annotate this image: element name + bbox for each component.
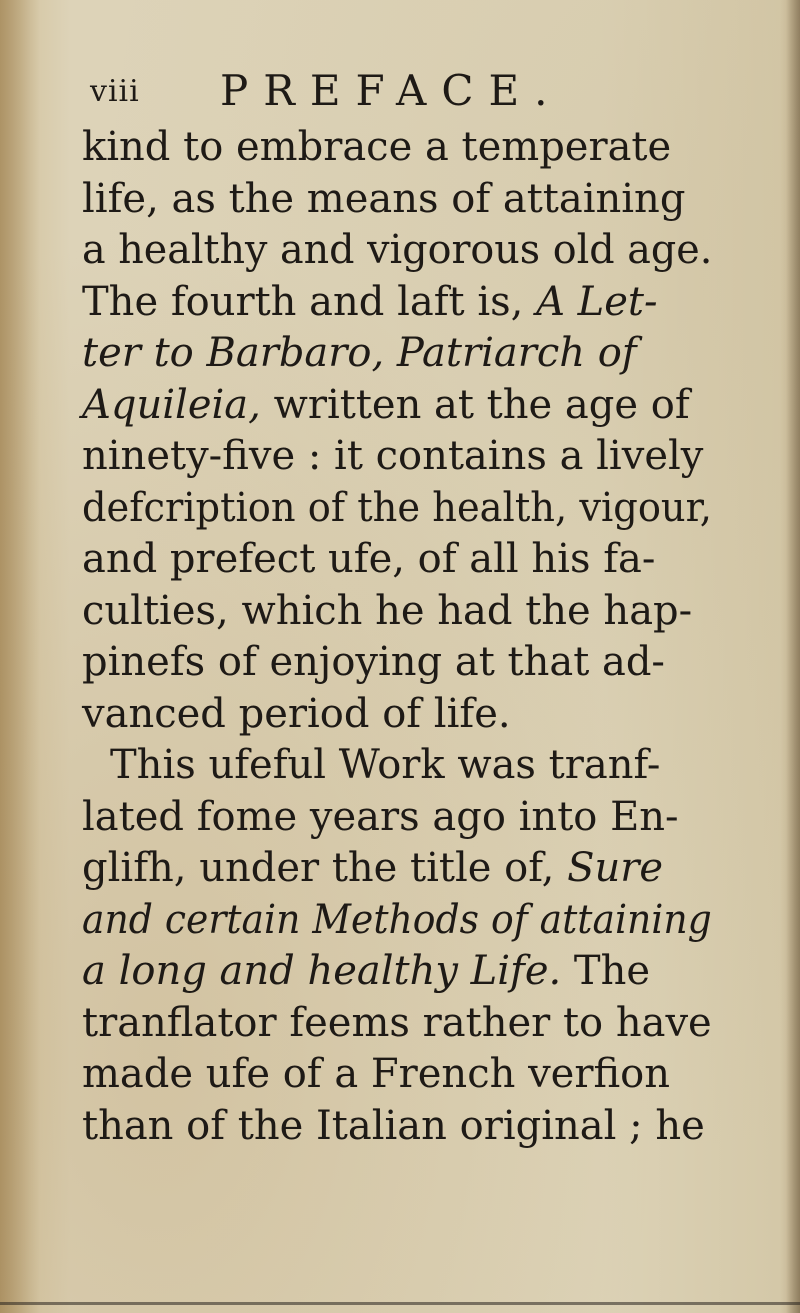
text-line <box>82 328 722 380</box>
text-span: ninety-five : it contains a lively <box>82 433 704 479</box>
text-line <box>82 843 722 895</box>
text-span: a healthy and vigorous old age. <box>82 227 713 273</box>
text-line <box>82 637 722 689</box>
text-line <box>82 483 712 535</box>
text-line <box>82 380 722 432</box>
page-header <box>90 66 710 116</box>
italic-title: A Let- <box>536 278 658 325</box>
text-line <box>82 277 722 329</box>
page-number: viii <box>90 74 140 109</box>
text-line <box>82 534 722 586</box>
text-line <box>82 895 712 947</box>
running-head: PREFACE. <box>220 66 563 115</box>
italic-title: ter to Barbaro, Patriarch of <box>82 330 637 376</box>
page-bottom-edge <box>0 1302 800 1305</box>
text-span: The <box>561 948 651 994</box>
text-line <box>82 431 722 483</box>
text-span: defcription of the health, vigour, <box>82 484 712 531</box>
text-span: This ufeful Work was tranf- <box>110 742 661 788</box>
text-span: glifh, under the title of, <box>82 845 568 891</box>
text-span: pinefs of enjoying at that ad- <box>82 639 665 685</box>
italic-title: Sure <box>567 845 664 891</box>
text-span: and prefect ufe, of all his fa- <box>82 536 656 582</box>
text-line <box>82 1049 722 1101</box>
page-edge-shadow <box>786 0 800 1313</box>
text-line <box>82 122 722 174</box>
text-span: lated fome years ago into En- <box>82 793 679 840</box>
text-span: culties, which he had the hap- <box>82 587 693 634</box>
text-line <box>82 1101 722 1153</box>
text-span: than of the Italian original ; he <box>82 1102 705 1149</box>
italic-title: Aquileia, <box>82 381 261 428</box>
text-span: written at the age of <box>260 381 690 428</box>
text-line <box>82 998 722 1050</box>
text-line <box>82 946 722 998</box>
page-stain <box>0 0 40 1313</box>
text-line <box>82 586 722 638</box>
text-line <box>82 174 722 226</box>
text-span: vanced period of life. <box>82 690 511 737</box>
paragraph-start-line <box>82 740 722 792</box>
text-line <box>82 689 722 741</box>
text-line <box>82 225 716 277</box>
text-span: life, as the means of attaining <box>82 175 686 222</box>
text-span: kind to embrace a temperate <box>82 124 672 170</box>
body-text <box>82 122 722 1152</box>
text-span: made ufe of a French verfion <box>82 1051 670 1097</box>
text-span: The fourth and laft is, <box>82 278 537 325</box>
italic-title: a long and healthy Life. <box>82 948 562 994</box>
italic-title: and certain Methods of attaining <box>82 896 712 943</box>
text-line <box>82 792 722 844</box>
text-span: tranflator feems rather to have <box>82 999 712 1046</box>
